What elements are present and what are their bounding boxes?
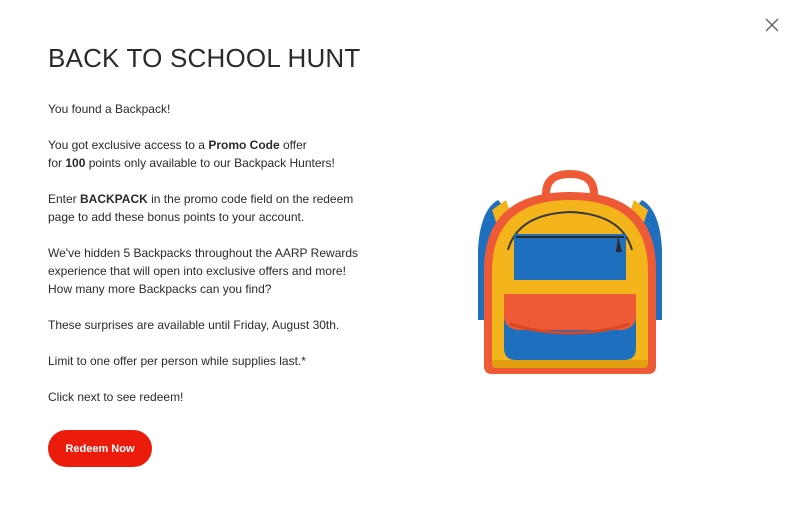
hidden-backpacks-text: We've hidden 5 Backpacks throughout the AARP Rewards experience that will open into exclusive offers and more! How many more Backpacks can you find? bbox=[48, 246, 359, 296]
promo-code-value: BACKPACK bbox=[80, 192, 148, 206]
enter-code-text: Enter BACKPACK in the promo code field on the redeem page to add these bonus points to your account. bbox=[48, 192, 354, 224]
close-icon[interactable] bbox=[763, 16, 781, 34]
promo-code-label: Promo Code bbox=[208, 138, 280, 152]
found-text: You found a Backpack! bbox=[48, 102, 171, 116]
availability-text: These surprises are available until Friday, August 30th. bbox=[48, 318, 340, 332]
backpack-icon bbox=[470, 170, 670, 380]
access-text: You got exclusive access to a Promo Code offer for 100 points only available to our Backpack Hunters! bbox=[48, 138, 335, 170]
modal-title: BACK TO SCHOOL HUNT bbox=[48, 43, 361, 73]
limit-text: Limit to one offer per person while supplies last.* bbox=[48, 354, 306, 368]
click-next-text: Click next to see redeem! bbox=[48, 390, 184, 404]
points-value: 100 bbox=[65, 156, 86, 170]
modal-body bbox=[48, 100, 368, 424]
redeem-now-button[interactable]: Redeem Now bbox=[48, 430, 152, 467]
